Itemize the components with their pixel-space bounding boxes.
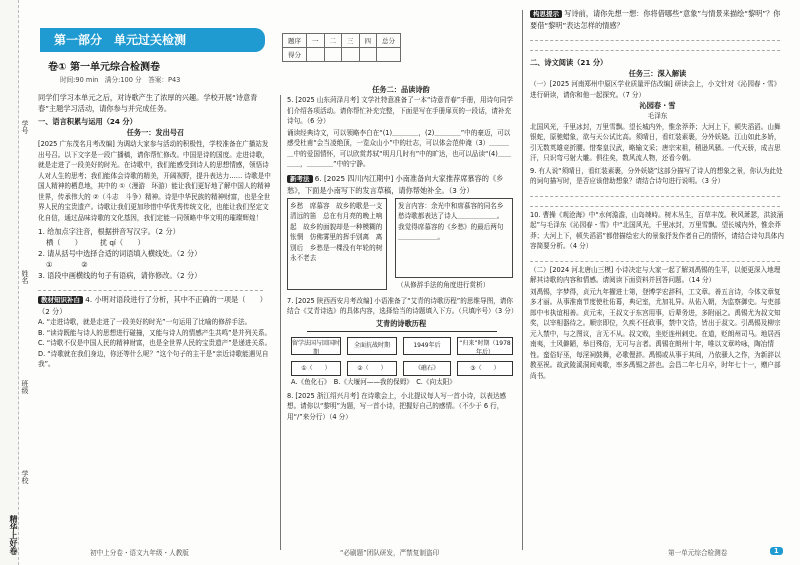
q4-tag: 教材知识补白 [38,296,83,304]
diagram-leaf[interactable]: ②（ ） [347,361,397,376]
q9-answer-line[interactable] [530,187,780,197]
score-cell[interactable] [359,48,377,62]
part-banner [40,28,265,52]
score-cell[interactable] [377,48,401,62]
score-head: 一 [307,34,325,48]
tip-answer-line[interactable] [530,41,780,51]
score-head: 三 [342,34,360,48]
side-label-class: 班级 [21,380,29,394]
q4-text: 4. 小明对语段进行了分析，其中不正确的一项是（ ）（2 分） [38,295,267,316]
task-1-heading: 任务一：发出号召 [126,128,185,137]
column-divider [522,10,523,550]
column-divider [280,95,281,550]
q5-text: 5. [2025 山东菏泽月考] 文学社特意准备了一本“诗意青春”手册，用诗句同学们介绍各项活动。请你帮忙补充完整，下面是写在手册扉页的一段话，请补充诗句。（6 分） [287,96,513,125]
poem-text: 北国风光，千里冰封，万里雪飘。望长城内外，惟余莽莽；大河上下，顿失滔滔。山舞银蛇，原驰蜡象，欲与天公试比高。须晴日，看红装素裹，分外妖娆。江山如此多娇，引无数英雄竞折腰。惜秦皇汉武，略输文采；唐宗宋祖，稍逊风骚。一代天骄，成吉思汗，只识弯弓射大雕。俱往矣，数风流人物，还看今朝。 [530,122,781,162]
score-head: 二 [324,34,342,48]
side-label-name: 姓名 [21,270,29,284]
side-label-school: 学校 [21,470,29,484]
page-number-value: 1 [770,547,783,555]
score-cell[interactable] [307,48,325,62]
q4-option-d[interactable]: D. “诗歌就在我们身边，你还等什么呢？”这个句子的主干是“亲近诗歌能遇见自我”。 [38,349,269,368]
score-head: 题序 [283,34,307,48]
unit-title: 卷① 第一单元综合检测卷 [48,62,160,73]
tip-tag: 构思提示 [530,10,562,18]
q6-poem-box: 乡愁 席慕容 故乡的歌是一支清远的笛 总在有月亮的晚上响起 故乡的面貌却是一种模糊的怅惘 仿佛雾里的挥手别离 离别后 乡愁是一棵没有年轮的树 永不老去 [287,198,387,290]
footer-left: 初中上分卷・语文九年级・人教版 [90,549,189,557]
score-head: 四 [359,34,377,48]
footer-right: 第一单元综合检测卷 [668,549,728,557]
section-2-heading: 二、诗文阅读（21 分） [530,58,608,67]
q1-answer-line[interactable]: 栖（ ） 扰 qí（ ） [46,238,145,247]
q6-text: 6. [2025 四川内江期中] 小南准备向大家推荐席慕容的《乡愁》，下面是小南写下的发言草稿，请你帮她补全。（3 分） [287,173,504,195]
biography-text: 刘禹锡，字梦得，贞元九年擢进士第，登博学宏辞科，工文章。善五言诗，今体文章复多才丽。从事淮南节度使杜佑幕，典记室，尤加礼异。从佑入朝，为监察御史。与吏部郎中韦执谊相善。贞元末，王叔文于东宫用事，后辈务进，多附丽之。禹锡尤为叔文知奖，以宰相器待之。顺宗即位，久疾不任政事，禁中文诰，皆出于叔文。引禹锡及柳宗元入禁中，与之图议，言无不从。叔文败，坐贬连州刺史。在道，贬朗州司马。地居西南夷，土风僻陋，举目殊俗，无可与言者。禹锡在朗州十年，唯以文章吟咏，陶冶情性。蛮俗好巫，每淫祠鼓舞，必歌俚辞。禹锡或从事于其间，乃依骚人之作，为新辞以教巫祝。故武陵溪洞间夷歌，率多禹锡之辞也。会昌二年七月卒，时年七十一，赠户部尚书。 [530,287,781,380]
task-3-heading: 任务三：深入解读 [628,69,687,78]
poem-author: 毛泽东 [647,112,668,120]
intro-text: 同学们学习本单元之后，对诗歌产生了浓厚的兴趣。学校开展“诗意青春”主题学习活动，请你参与并完成任务。 [38,93,258,113]
q7-text: 7. [2025 陕西西安月考改编] 小语准备了“艾青的诗歌历程”的思维导图，请你结合《艾青诗选》的具体内容，选择恰当的诗题填入下方。（只填序号）（3 分） [287,296,518,315]
q6-panel [287,198,515,296]
task-2-heading: 任务二：品读诗韵 [372,85,430,94]
side-label-id: 学号 [21,120,29,134]
diagram-node: “归来”时期（1978年后） [457,337,513,355]
part-title: 第一部分 单元过关检测 [54,33,187,47]
q8-text: 8. [2025 浙江绍兴月考] 在诗歌会上，小北提议每人写一首小诗，以表达感想。请你以“黎明”为题，写一首小诗，把握好自己的感情。（不少于 6 行，用“/”来分行）（4 分） [287,391,507,421]
exam-info: 时间:90 min 满分:100 分 答案：P43 [60,76,181,84]
q2-text: 2. 请从括号中选择合适的词语填入横线处。（2 分） [38,249,202,258]
q6-speech-box[interactable]: 发言内容：余光中和席慕容的同名乡愁诗歌都表达了诗人＿＿＿＿＿＿。我觉得席慕容的《乡愁》的最后两句＿＿＿＿＿＿。 [395,198,513,278]
column-1 [38,92,273,370]
poem-title: 沁园春・雪 [639,101,676,110]
page-number [770,546,783,557]
passage-text: [2025 广东茂名月考改编] 为调动大家参与活动的积极性，学校准备在广播站发出号召。以下文字是一段广播稿，请你帮忙修改。中国是诗的国度。走进诗歌，就是走进了一段美好的时光。在诗歌中，我们能感受到诗人的思想情感，领悟诗人对人生的思考；我们能体会诗歌的精美，开阔视野，提升表达力…… 诗歌是中国人精神的栖息地，其中的 ①（漫游 环游）能让我们更好地了解中国人的精神世界，传承伟大的 ②（斗志 斗争）精神。诗是中华民族的精神财富，也是全世界人民的宝贵遗产。诗歌让我们更加珍惜中华优秀传统文化，也能让我们坚定文化自信，通过品味诗歌的文化基因，我们定能一同领略中华文明的璀璨辉煌！ [38,140,271,222]
q1-text: 1. 给加点字注音，根据拼音写汉字。（2 分） [38,227,180,236]
footer-center: “必刷题”团队研发，严禁复制盗印 [340,549,440,557]
diagram-leaf[interactable]: ①（ ） [291,361,341,376]
side-brand: 精华上好卷 [9,515,18,555]
q9-text: 9. 有人说“须晴日，看红装素裹，分外妖娆”这部分描写了诗人的想象之景，你认为此处的词句描写时，是否应该借助想象？请结合诗句进行说明。（3 分） [530,166,783,185]
score-row-label: 得分 [283,48,307,62]
q2-answer-line[interactable]: ① ② [46,260,88,269]
diagram-node: 全面抗战时期 [347,337,397,355]
binding-strip [0,0,19,565]
q7-diagram [287,329,515,391]
tip-text: 写诗前，请你先想一想：你将借哪些“意象”与情景来描绘“黎明”？你要借“黎明”表达怎样的情感？ [530,9,781,30]
section-1-heading: 一、语言积累与运用（24 分） [38,117,137,126]
q6-note: （从修辞手法的角度进行赏析） [397,280,490,289]
diagram-node: 留学法国与回国时期 [291,337,341,355]
q9-answer-line[interactable] [530,197,780,207]
q3-text: 3. 语段中画横线的句子有语病，请你修改。（2 分） [38,271,202,280]
diagram-title: 艾青的诗歌历程 [375,318,427,328]
q6-tag: 新考法 [287,175,313,183]
q4-option-a[interactable]: A. “走进诗歌，就是走进了一段美好的时光”一句运用了比喻的修辞手法。 [38,318,252,326]
q10-text: 10. 曹操《观沧海》中“水何澹澹，山岛竦峙。树木丛生，百草丰茂。秋风萧瑟，洪波涌起”与毛泽东《沁园春・雪》中“北国风光，千里冰封，万里雪飘。望长城内外，惟余莽莽；大河上下，顿失滔滔”都借描绘宏大的景象抒发作者自己的情怀，请结合诗句具体内容简要分析。（4 分） [530,210,784,250]
diagram-connector [307,331,497,332]
q10-answer-line[interactable] [530,252,780,262]
column-2 [287,84,518,422]
score-head: 总分 [377,34,401,48]
q4-option-c[interactable]: C. “诗歌不仅是中国人民的精神财富，也是全世界人民的宝贵遗产”是递进关系。 [38,339,272,347]
q3-answer-line[interactable] [38,281,263,291]
diagram-leaf[interactable]: ③（ ） [457,361,513,376]
score-cell[interactable] [324,48,342,62]
q5-body[interactable]: 诵读经典诗文，可以领略李白在“(1)＿＿＿＿，(2)＿＿＿＿”中的豪迈，可以感受杜甫“会当凌绝顶，一览众山小”中的壮志，可以体会范仲淹（3）＿＿＿＿中的爱国情怀，可以欣赏苏轼“明月几时有”中的旷达，也可以品读“(4)＿＿＿＿，＿＿＿＿”中的宁静。 [287,128,511,168]
score-table [282,33,401,62]
score-cell[interactable] [342,48,360,62]
part-2-intro: （二）[2024 河北唐山三模] 小诗决定与大家一起了解刘禹锡的生平，以便更深入地理解其诗歌的内容和情感。请阅读下面资料并回答问题。（14 分） [530,265,781,284]
column-3 [530,8,785,405]
diagram-node: 1949年后 [403,337,451,355]
q4-option-b[interactable]: B. “读诗既能与诗人的思想进行碰撞，又能与诗人的情感产生共鸣”是并列关系。 [38,328,272,337]
diagram-leaf: 《礁石》 [403,361,451,376]
diagram-options: A.《鱼化石》 B.《大堰河——我的保姆》 C.《向太阳》 [291,377,456,386]
tip-answer-line[interactable] [530,31,780,41]
poem-intro: （一）[2025 河南郑州中原区学业质量评估改编] 研读会上，小文针对《沁园春・雪》进行研读，请你和他一起探究。（7 分） [530,80,781,99]
